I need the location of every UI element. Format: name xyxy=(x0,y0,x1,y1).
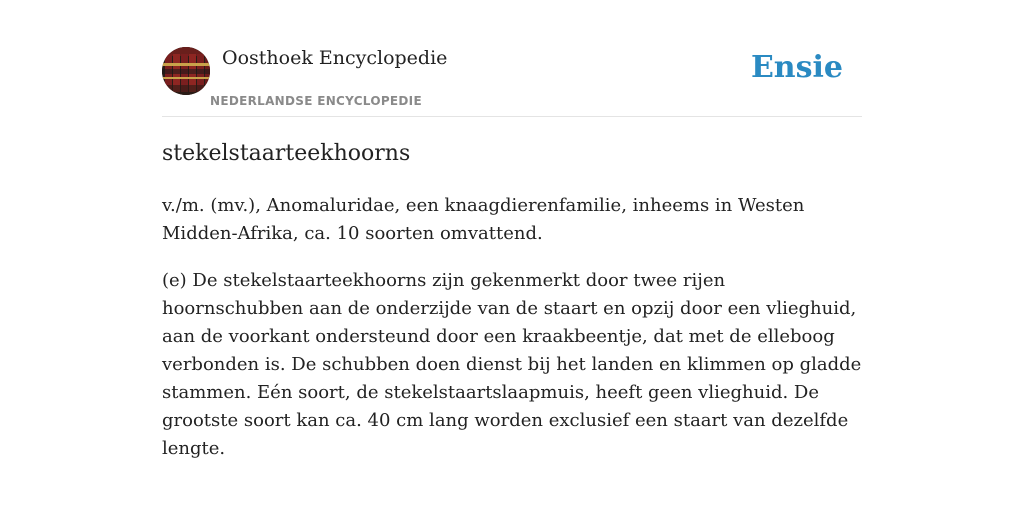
entry-content xyxy=(162,138,862,463)
entry-paragraph-description: (e) De stekelstaarteekhoorns zijn gekenmerkt door twee rijen hoornschubben aan de onderzijde van de staart en opzij door een vlieghuid, aan de voorkant ondersteund door een kraakbeentje, dat met de elleboog verbonden is. De schubben doen dienst bij het landen en klimmen op gladde stammen. Eén soort, de stekelstaartslaapmuis, heeft geen vlieghuid. De grootste soort kan ca. 40 cm lang worden exclusief een staart van dezelfde lengte. xyxy=(162,270,862,459)
source-title-link[interactable]: Oosthoek Encyclopedie xyxy=(222,47,448,69)
ensie-logo[interactable]: Ensie xyxy=(750,50,843,85)
source-header xyxy=(162,46,862,117)
entry-title: stekelstaarteekhoorns xyxy=(162,141,411,166)
books-image xyxy=(162,47,210,95)
encyclopedia-books-icon[interactable] xyxy=(162,47,210,95)
entry-paragraph-definition: v./m. (mv.), Anomaluridae, een knaagdierenfamilie, inheems in Westen Midden-Afrika, ca. 10 soorten omvattend. xyxy=(162,195,805,244)
source-subtitle: NEDERLANDSE ENCYCLOPEDIE xyxy=(210,94,422,108)
